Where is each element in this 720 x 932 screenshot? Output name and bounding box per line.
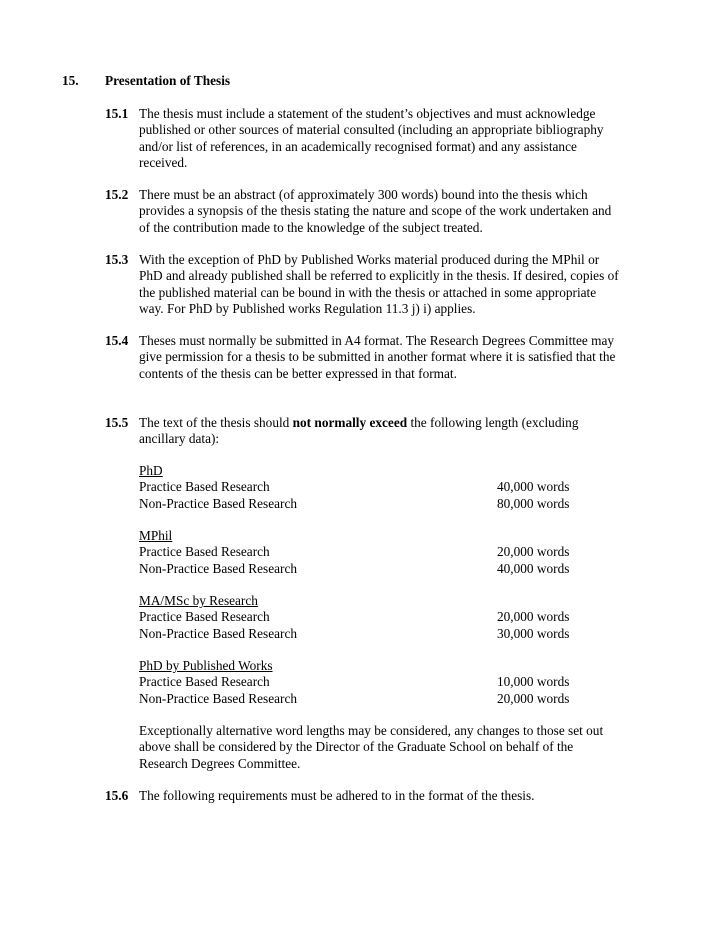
research-type: Practice Based Research [139,609,270,625]
clause-text: There must be an abstract (of approximately 300 words) bound into the thesis which provides a synopsis of the thesis stating the nature and scope of the work undertaken and of the contribution made to the knowledge of the subject treated. [139,187,612,235]
clause-text: With the exception of PhD by Published Works material produced during the MPhil or PhD and already published shall be referred to explicitly in the thesis. If desired, copies of the published material can be bound in with the thesis or attached in some appropriate way. For PhD by Published works Regulation 11.3 j) i) applies. [139,252,619,316]
word-count: 40,000 words [497,479,570,495]
word-limit-row [139,496,619,512]
clause-text: The thesis must include a statement of the student’s objectives and must acknowledge published or other sources of material consulted (including an appropriate bibliography and/or list of references, in an academically recognised format) and any assistance received. [139,106,604,170]
word-limit-row [139,674,619,690]
clause-text-part: the following length (excluding ancillary data): [139,415,579,447]
clause-text-part: The text of the thesis should [139,415,293,430]
clause-text [139,415,619,448]
word-limit-row [139,479,619,495]
word-count: 80,000 words [497,495,570,511]
word-count: 20,000 words [497,690,570,706]
word-limit-mphil [139,528,619,577]
clause-number: 15.2 [105,187,129,202]
degree-title: MA/MSc by Research [139,593,258,608]
word-limit-row [139,626,619,642]
word-limit-phd-published [139,658,619,707]
word-limit-row [139,561,619,577]
degree-title: PhD [139,463,163,478]
research-type: Practice Based Research [139,674,270,690]
clause-number: 15.6 [105,788,129,803]
clause-15-6 [105,788,625,804]
word-count: 20,000 words [497,544,570,560]
research-type: Non-Practice Based Research [139,495,298,511]
clause-number: 15.1 [105,106,129,121]
word-limit-row [139,609,619,625]
research-type: Non-Practice Based Research [139,560,298,576]
word-count: 20,000 words [497,609,570,625]
research-type: Non-Practice Based Research [139,690,298,706]
clause-number: 15.3 [105,252,129,267]
research-type: Practice Based Research [139,544,270,560]
word-length-note: Exceptionally alternative word lengths may be considered, any changes to those set out above shall be considered by the Director of the Graduate School on behalf of the Research Degrees Committee. [139,723,604,771]
clause-15-2 [105,187,625,236]
degree-title: MPhil [139,528,173,543]
word-count: 10,000 words [497,674,570,690]
clause-text: Theses must normally be submitted in A4 format. The Research Degrees Committee may give permission for a thesis to be submitted in another format where it is satisfied that the contents of the thesis can be better expressed in that format. [139,333,616,381]
emphasis-text: not normally exceed [292,415,408,430]
section-number: 15. [62,73,79,88]
clause-number: 15.5 [105,415,129,430]
clause-15-4 [105,333,625,382]
clause-number: 15.4 [105,333,129,348]
clause-15-5 [105,415,625,448]
clause-15-3 [105,252,625,317]
clause-15-1 [105,106,625,171]
degree-title: PhD by Published Works [139,658,273,673]
word-limit-ma-msc [139,593,619,642]
research-type: Non-Practice Based Research [139,625,298,641]
word-limit-row [139,691,619,707]
section-heading [62,73,230,89]
word-count: 30,000 words [497,625,570,641]
research-type: Practice Based Research [139,479,270,495]
word-count: 40,000 words [497,560,570,576]
clause-text: The following requirements must be adhered to in the format of the thesis. [139,788,535,803]
word-limit-phd [139,463,619,512]
word-limit-row [139,544,619,560]
section-title: Presentation of Thesis [105,73,231,88]
